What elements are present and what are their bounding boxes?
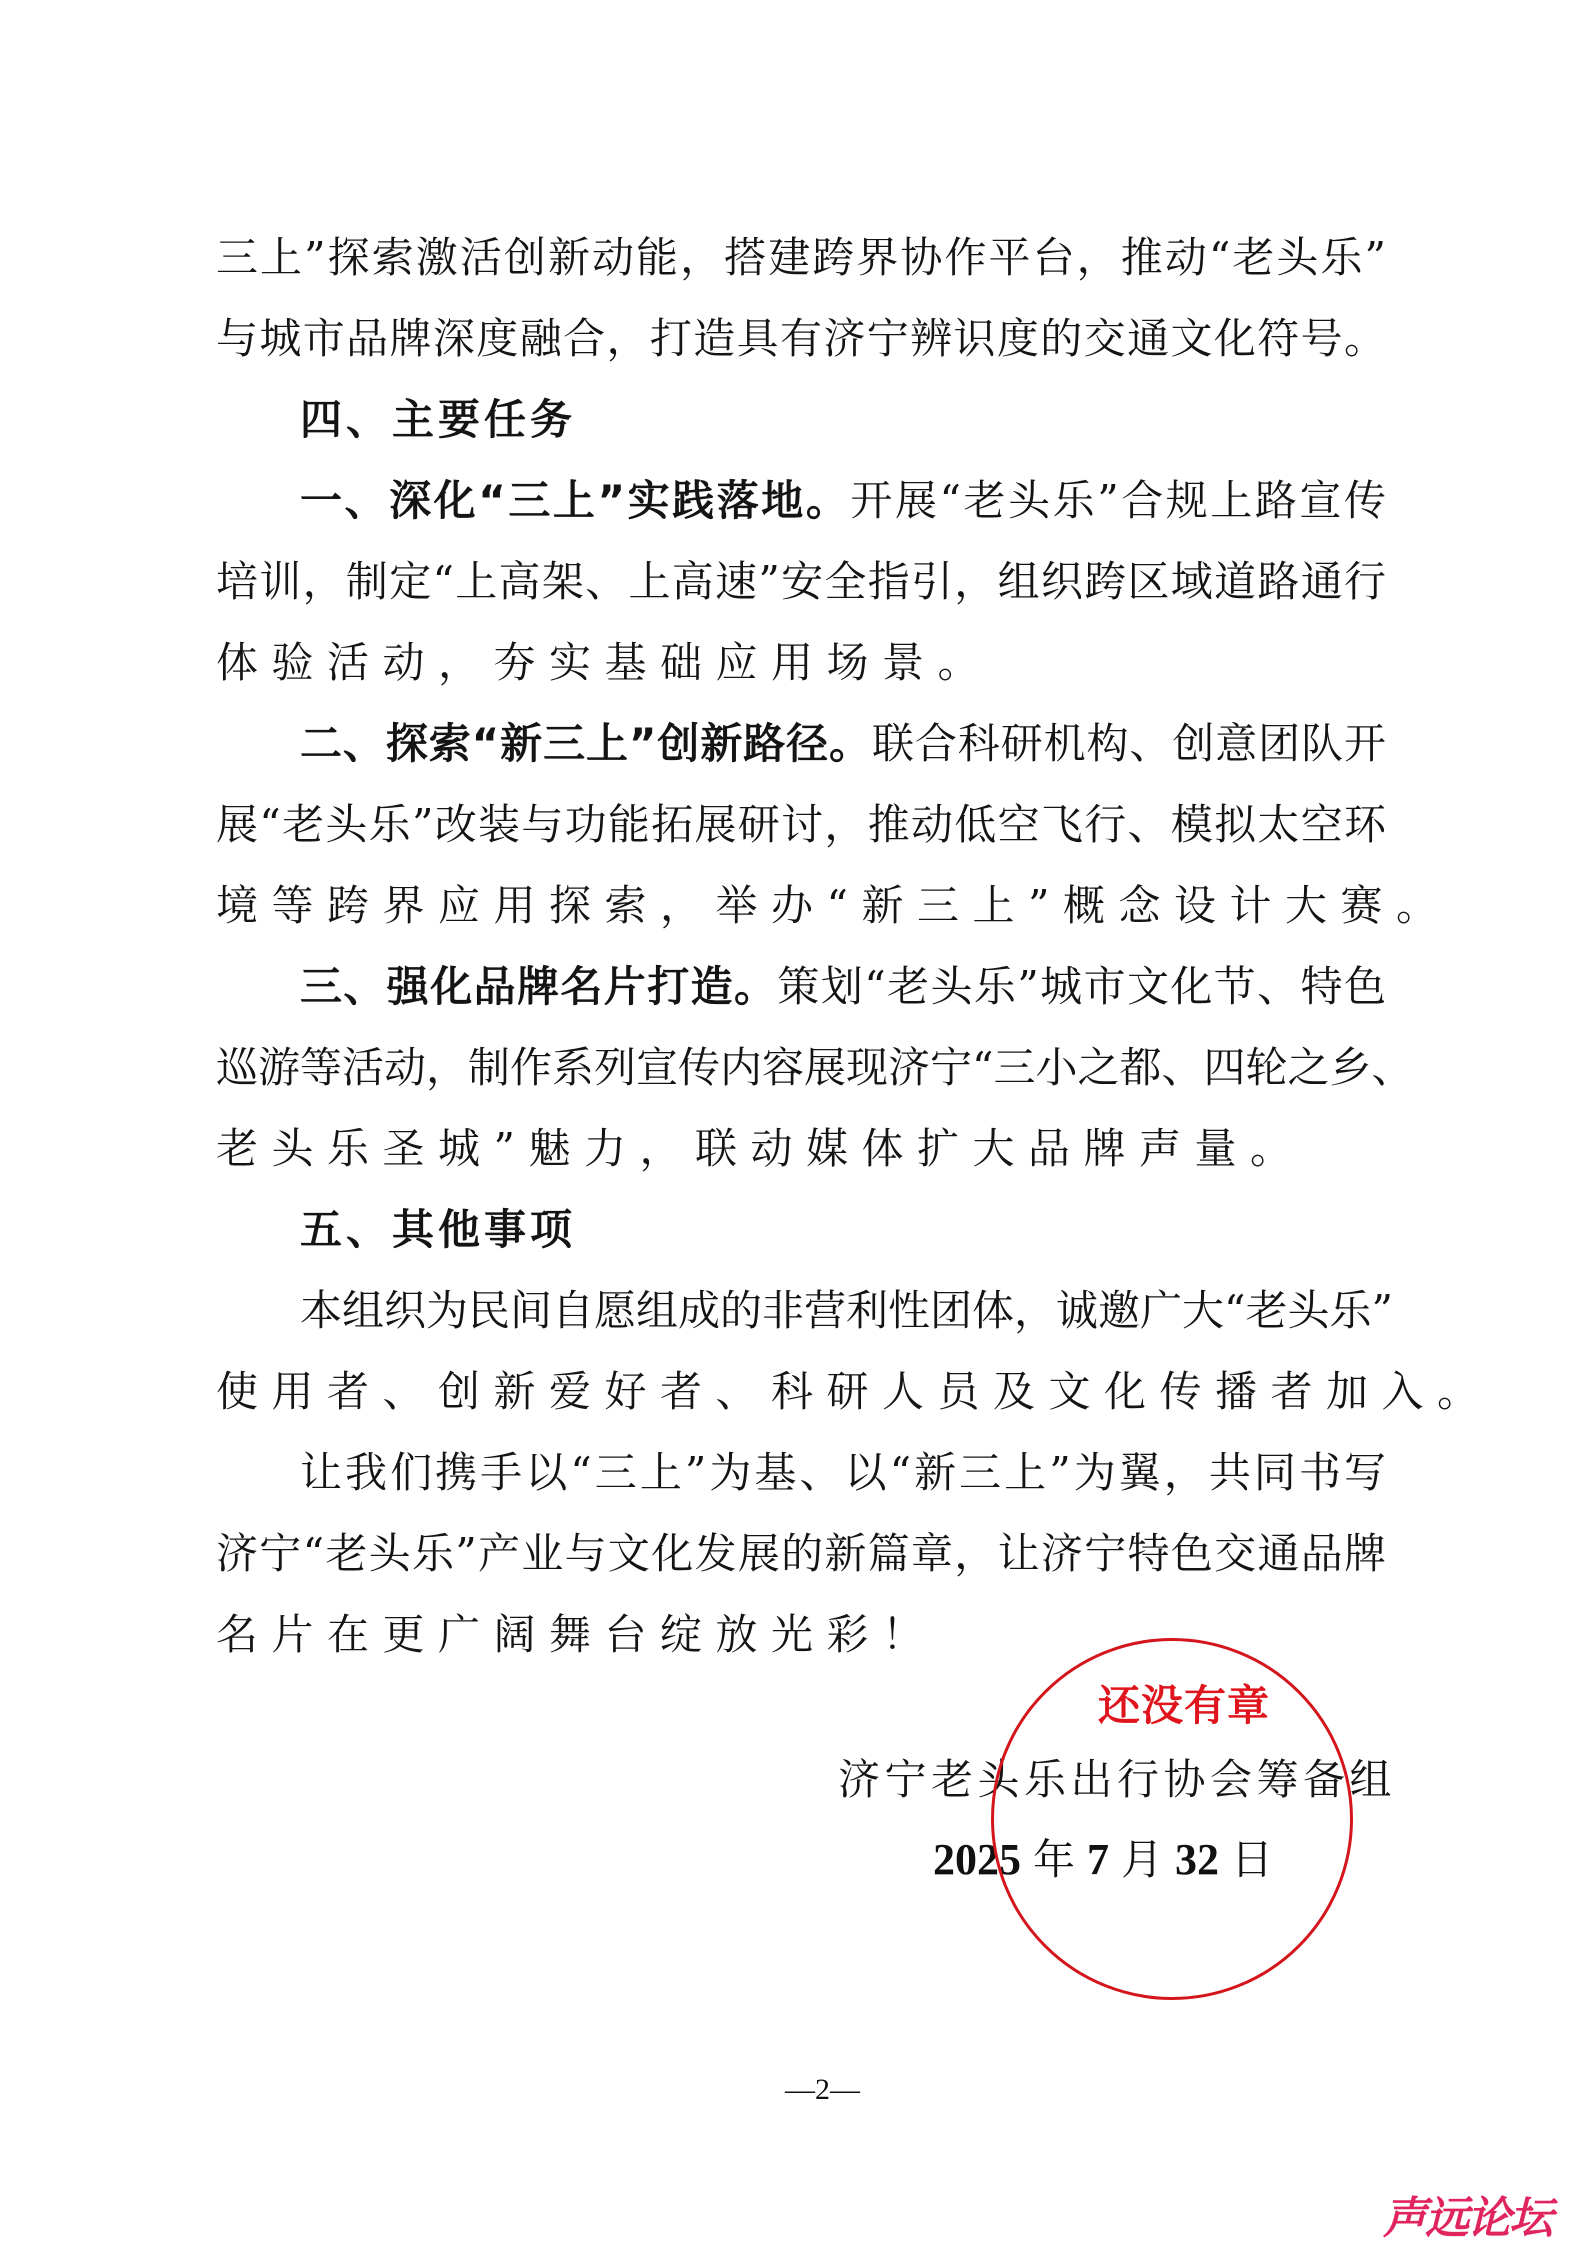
paragraph-line: 巡游等活动，制作系列宣传内容展现济宁“三小之都、四轮之乡、	[216, 1043, 1414, 1092]
date-month: 7	[1087, 1835, 1110, 1884]
paragraph-line: 使用者、创新爱好者、科研人员及文化传播者加入。	[216, 1367, 1493, 1416]
task-3-first-line	[300, 959, 1386, 1015]
signature-organization: 济宁老头乐出行协会筹备组	[838, 1755, 1397, 1804]
paragraph-line: 培训，制定“上高架、上高速”安全指引，组织跨区域道路通行	[216, 557, 1386, 606]
paragraph-line: 与城市品牌深度融合，打造具有济宁辨识度的交通文化符号。	[216, 314, 1386, 363]
task-1-title: 一、深化“三上”实践落地。	[300, 476, 851, 525]
task-1-first-line	[300, 473, 1386, 529]
paragraph-line: 境等跨界应用探索，举办“新三上”概念设计大赛。	[216, 881, 1452, 930]
task-2-title: 二、探索“新三上”创新路径。	[300, 719, 872, 768]
task-3-text: 策划“老头乐”城市文化节、特色	[777, 962, 1386, 1011]
paragraph-line: 三上”探索激活创新动能，搭建跨界协作平台，推动“老头乐”	[216, 233, 1386, 282]
paragraph-line: 济宁“老头乐”产业与文化发展的新篇章，让济宁特色交通品牌	[216, 1529, 1386, 1578]
section-heading-main-tasks: 四、主要任务	[300, 395, 577, 444]
seal-stamp-text: 还没有章	[1098, 1681, 1271, 1730]
date-day: 32	[1175, 1835, 1220, 1884]
date-month-unit: 月	[1121, 1835, 1164, 1884]
task-2-first-line	[300, 716, 1386, 772]
paragraph-line: 展“老头乐”改装与功能拓展研讨，推动低空飞行、模拟太空环	[216, 800, 1386, 849]
task-3-title: 三、强化品牌名片打造。	[300, 962, 778, 1011]
watermark-logo: 声远论坛	[1383, 2193, 1551, 2244]
paragraph-line: 让我们携手以“三上”为基、以“新三上”为翼，共同书写	[300, 1448, 1386, 1497]
signature-date	[933, 1832, 1285, 1888]
paragraph-line: 本组织为民间自愿组成的非营利性团体，诚邀广大“老头乐”	[300, 1286, 1393, 1335]
paragraph-line: 老头乐圣城”魅力，联动媒体扩大品牌声量。	[216, 1124, 1306, 1173]
task-1-text: 开展“老头乐”合规上路宣传	[850, 476, 1386, 525]
paragraph-line: 名片在更广阔舞台绽放光彩！	[216, 1610, 938, 1659]
date-day-unit: 日	[1231, 1835, 1274, 1884]
section-heading-other-matters: 五、其他事项	[300, 1205, 577, 1254]
paragraph-line: 体验活动，夯实基础应用场景。	[216, 638, 994, 687]
date-year-unit: 年	[1033, 1835, 1076, 1884]
task-2-text: 联合科研机构、创意团队开	[871, 719, 1386, 768]
date-year: 2025	[933, 1835, 1021, 1884]
page-number: —2—	[785, 2073, 860, 2106]
